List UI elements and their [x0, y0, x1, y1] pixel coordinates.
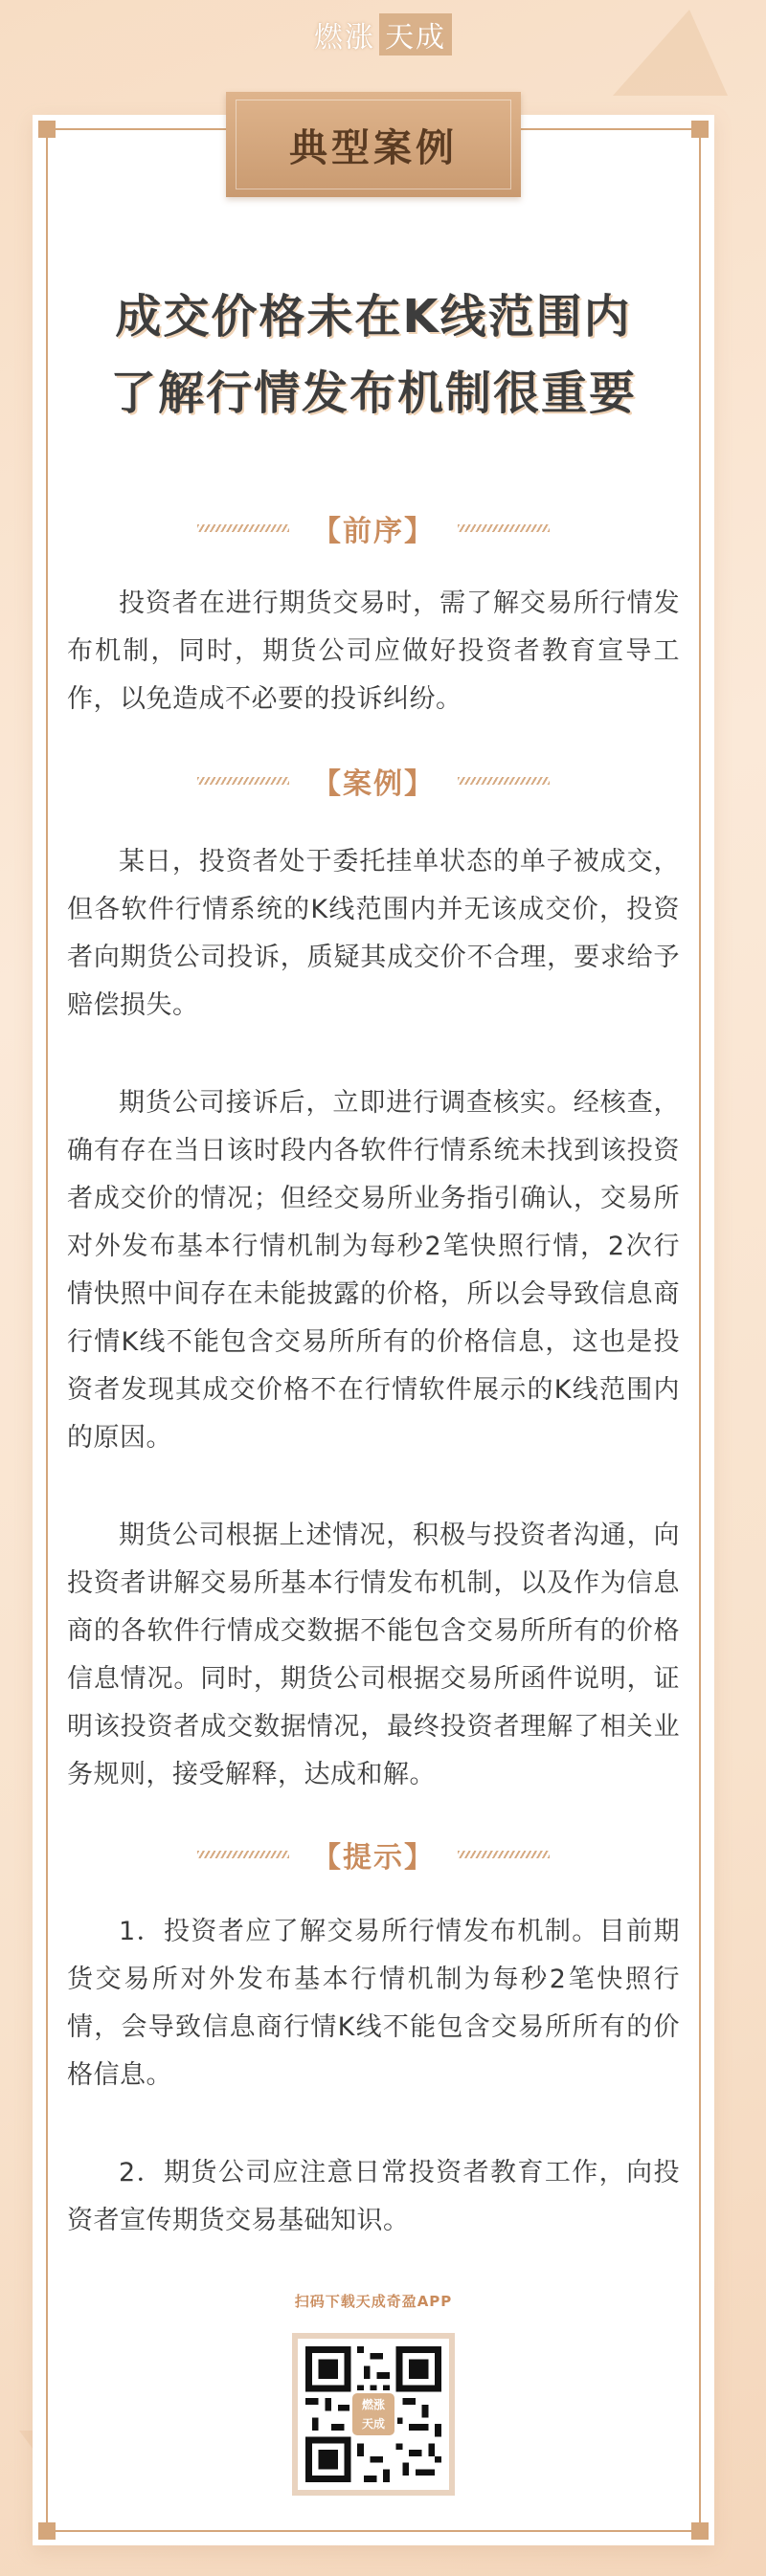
- paragraph: 期货公司接诉后，立即进行调查核实。经核查，确有存在当日该时段内各软件行情系统未找到该投资者成交价的情况；但经交易所业务指引确认，交易所对外发布基本行情机制为每秒2笔快照行情，2次行情快照中间存在未能披露的价格，所以会导致信息商行情K线不能包含交易所所有的价格信息，这也是投资者发现其成交价格不在行情软件展示的K线范围内的原因。: [67, 1088, 680, 1453]
- article-card: [33, 115, 714, 2545]
- download-qr-code[interactable]: [292, 2333, 455, 2496]
- paragraph: 期货公司根据上述情况，积极与投资者沟通，向投资者讲解交易所基本行情发布机制，以及作为信息商的各软件行情成交数据不能包含交易所所有的价格信息情况。同时，期货公司根据交易所函件说明，证明该投资者成交数据情况，最终投资者理解了相关业务规则，接受解释，达成和解。: [67, 1521, 680, 1789]
- qr-center-logo: [349, 2390, 397, 2438]
- brand-logo-badge: 天成: [379, 13, 452, 56]
- frame-corner: [691, 121, 709, 138]
- article-title-line-2: 了解行情发布机制很重要: [109, 366, 637, 420]
- section-heading-case: [33, 762, 714, 800]
- qr-logo-text: 燃涨: [361, 2398, 385, 2411]
- heading-ornament: [458, 1851, 550, 1858]
- case-type-tag: [226, 92, 521, 197]
- article-title-line-1: 成交价格未在K线范围内: [115, 290, 632, 344]
- tip-item: 1．投资者应了解交易所行情发布机制。目前期货交易所对外发布基本行情机制为每秒2笔快照行情，会导致信息商行情K线不能包含交易所所有的价格信息。: [67, 1917, 680, 2090]
- section-heading-label: 【案例】: [312, 767, 435, 801]
- heading-ornament: [197, 1851, 289, 1858]
- frame-corner: [691, 2522, 709, 2540]
- frame-corner: [38, 2522, 56, 2540]
- heading-ornament: [197, 524, 289, 532]
- heading-ornament: [197, 777, 289, 785]
- case-type-label: 典型案例: [289, 125, 458, 170]
- section-heading-label: 【前序】: [312, 515, 435, 548]
- section-heading-tips: [33, 1835, 714, 1874]
- qr-logo-text: 天成: [361, 2417, 385, 2431]
- paragraph: 投资者在进行期货交易时，需了解交易所行情发布机制，同时，期货公司应做好投资者教育宣导工作，以免造成不必要的投诉纠纷。: [67, 588, 680, 714]
- heading-ornament: [458, 524, 550, 532]
- scan-download-caption: 扫码下载天成奇盈APP: [294, 2293, 453, 2310]
- brand-logo-text: 燃涨: [314, 21, 375, 55]
- frame-corner: [38, 121, 56, 138]
- paragraph: 某日，投资者处于委托挂单状态的单子被成交，但各软件行情系统的K线范围内并无该成交价，投资者向期货公司投诉，质疑其成交价不合理，要求给予赔偿损失。: [67, 847, 680, 1020]
- section-heading-preface: [33, 509, 714, 547]
- brand-logo: [0, 13, 766, 56]
- section-heading-label: 【提示】: [312, 1841, 435, 1875]
- heading-ornament: [458, 777, 550, 785]
- tip-item: 2．期货公司应注意日常投资者教育工作，向投资者宣传期货交易基础知识。: [67, 2158, 680, 2235]
